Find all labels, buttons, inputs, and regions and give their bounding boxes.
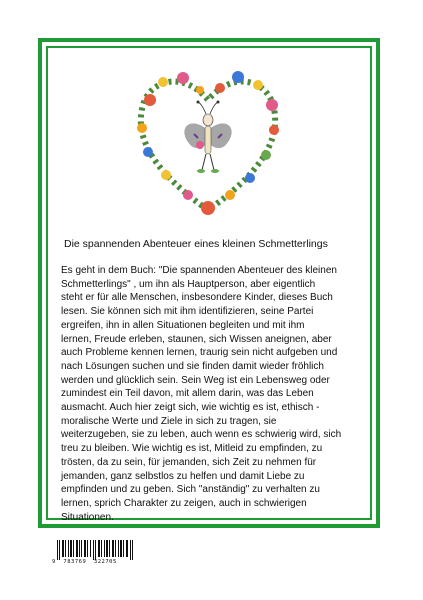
- heart-wreath-illustration: [128, 60, 288, 220]
- book-description: Es geht in dem Buch: "Die spannenden Abenteuer des kleinen Schmetterlings" , um ihn als Hauptperson, aber eigentlich steht er für alle Menschen, insbesondere Kinder, dieses Buch lesen. Sie können sich mit ihm identifizieren, seine Partei ergreifen, ihn in allen Situationen begleiten und mit ihm lernen, Freude erleben, staunen, sich Wissen aneignen, aber auch Probleme kennen lernen, traurig sein nicht aufgeben und nach Lösungen suchen und sie finden damit wieder fröhlich werden und glücklich sein. Sein Weg ist ein Lebensweg oder zumindest ein Teil davon, mit allem darin, was das Leben ausmacht. Auch hier zeigt sich, wie wichtig es ist, ethisch - moralische Werte und Ziele in sich zu tragen, sie weiterzugeben, sie zu leben, auch wenn es schwierig wird, sich treu zu bleiben. Wie wichtig es ist, Mitleid zu empfinden, zu trösten, da zu sein, für jemanden, sich Zeit zu nehmen für jemanden, ganz selbstlos zu helfen und damit Liebe zu empfinden und zu geben. Sich "anständig" zu verhalten zu lernen, sprich Charakter zu zeigen, auch in schwierigen Situationen.: [61, 265, 342, 523]
- isbn-barcode: [57, 540, 135, 560]
- isbn-digits: 9 783769 322705: [52, 559, 117, 565]
- butterfly-character-icon: [184, 101, 231, 174]
- book-subtitle: Die spannenden Abenteuer eines kleinen Schmetterlings: [64, 238, 328, 250]
